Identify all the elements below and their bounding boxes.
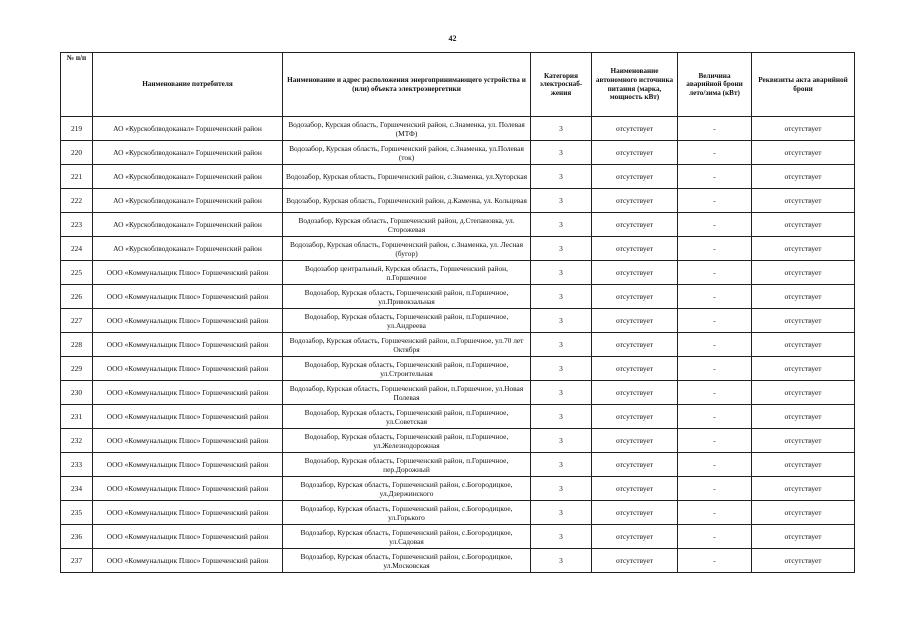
cell-source: отсутствует <box>592 213 678 237</box>
cell-consumer: ООО «Коммунальщик Плюс» Горшеченский район <box>93 549 283 573</box>
cell-consumer: АО «Курскоблводоканал» Горшеченский район <box>93 165 283 189</box>
cell-category: 3 <box>531 525 592 549</box>
cell-category: 3 <box>531 381 592 405</box>
cell-source: отсутствует <box>592 429 678 453</box>
cell-address: Водозабор, Курская область, Горшеченский район, п.Горшечное, ул.Железнодорожная <box>283 429 531 453</box>
cell-reserve: - <box>678 525 752 549</box>
table-row <box>61 477 855 501</box>
table-row <box>61 453 855 477</box>
cell-consumer: ООО «Коммунальщик Плюс» Горшеченский район <box>93 309 283 333</box>
cell-reserve: - <box>678 429 752 453</box>
cell-address: Водозабор, Курская область, Горшеченский район, п.Горшечное, ул.Привокзальная <box>283 285 531 309</box>
cell-act: отсутствует <box>752 285 855 309</box>
cell-source: отсутствует <box>592 357 678 381</box>
cell-source: отсутствует <box>592 237 678 261</box>
cell-category: 3 <box>531 501 592 525</box>
cell-act: отсутствует <box>752 141 855 165</box>
cell-num: 230 <box>61 381 93 405</box>
cell-address: Водозабор, Курская область, Горшеченский район, с.Богородицкое, ул.Московская <box>283 549 531 573</box>
cell-act: отсутствует <box>752 357 855 381</box>
cell-address: Водозабор, Курская область, Горшеченский район, д.Каменка, ул. Кольцевая <box>283 189 531 213</box>
cell-act: отсутствует <box>752 525 855 549</box>
header-consumer: Наименование потребителя <box>93 53 283 117</box>
table-row <box>61 189 855 213</box>
cell-reserve: - <box>678 333 752 357</box>
cell-reserve: - <box>678 501 752 525</box>
cell-act: отсутствует <box>752 165 855 189</box>
header-reserve: Величина аварийной брони лето/зима (кВт) <box>678 53 752 117</box>
table-row <box>61 261 855 285</box>
cell-category: 3 <box>531 333 592 357</box>
cell-num: 228 <box>61 333 93 357</box>
cell-act: отсутствует <box>752 309 855 333</box>
cell-category: 3 <box>531 213 592 237</box>
table-row <box>61 333 855 357</box>
cell-num: 234 <box>61 477 93 501</box>
header-category: Категория электроснаб-жения <box>531 53 592 117</box>
header-act: Реквизиты акта аварийной брони <box>752 53 855 117</box>
cell-reserve: - <box>678 549 752 573</box>
cell-num: 222 <box>61 189 93 213</box>
cell-category: 3 <box>531 357 592 381</box>
cell-consumer: ООО «Коммунальщик Плюс» Горшеченский район <box>93 285 283 309</box>
cell-consumer: ООО «Коммунальщик Плюс» Горшеченский район <box>93 405 283 429</box>
cell-reserve: - <box>678 285 752 309</box>
cell-source: отсутствует <box>592 141 678 165</box>
cell-category: 3 <box>531 165 592 189</box>
cell-act: отсутствует <box>752 453 855 477</box>
cell-num: 223 <box>61 213 93 237</box>
cell-consumer: ООО «Коммунальщик Плюс» Горшеченский район <box>93 429 283 453</box>
table-row <box>61 141 855 165</box>
cell-address: Водозабор, Курская область, Горшеченский район, п.Горшечное, пер.Дорожный <box>283 453 531 477</box>
cell-source: отсутствует <box>592 261 678 285</box>
cell-num: 236 <box>61 525 93 549</box>
cell-reserve: - <box>678 213 752 237</box>
cell-num: 226 <box>61 285 93 309</box>
table-row <box>61 381 855 405</box>
cell-source: отсутствует <box>592 333 678 357</box>
cell-act: отсутствует <box>752 405 855 429</box>
table-row <box>61 405 855 429</box>
table-row <box>61 357 855 381</box>
cell-num: 237 <box>61 549 93 573</box>
cell-consumer: АО «Курскоблводоканал» Горшеченский район <box>93 189 283 213</box>
cell-consumer: ООО «Коммунальщик Плюс» Горшеченский район <box>93 333 283 357</box>
cell-address: Водозабор, Курская область, Горшеченский район, п.Горшечное, ул.Строительная <box>283 357 531 381</box>
cell-num: 220 <box>61 141 93 165</box>
cell-category: 3 <box>531 405 592 429</box>
cell-act: отсутствует <box>752 189 855 213</box>
cell-act: отсутствует <box>752 549 855 573</box>
cell-act: отсутствует <box>752 261 855 285</box>
cell-consumer: ООО «Коммунальщик Плюс» Горшеченский район <box>93 381 283 405</box>
cell-source: отсутствует <box>592 189 678 213</box>
cell-num: 224 <box>61 237 93 261</box>
cell-num: 227 <box>61 309 93 333</box>
cell-address: Водозабор, Курская область, Горшеченский район, с.Богородицкое, ул.Дзержинского <box>283 477 531 501</box>
cell-reserve: - <box>678 141 752 165</box>
cell-consumer: ООО «Коммунальщик Плюс» Горшеченский район <box>93 453 283 477</box>
cell-category: 3 <box>531 309 592 333</box>
cell-reserve: - <box>678 261 752 285</box>
cell-category: 3 <box>531 141 592 165</box>
cell-source: отсутствует <box>592 309 678 333</box>
cell-reserve: - <box>678 165 752 189</box>
cell-consumer: ООО «Коммунальщик Плюс» Горшеченский район <box>93 525 283 549</box>
cell-reserve: - <box>678 453 752 477</box>
cell-num: 221 <box>61 165 93 189</box>
cell-category: 3 <box>531 261 592 285</box>
cell-address: Водозабор, Курская область, Горшеченский район, с.Богородицкое, ул.Садовая <box>283 525 531 549</box>
page-number: 42 <box>448 34 457 43</box>
cell-category: 3 <box>531 237 592 261</box>
cell-reserve: - <box>678 117 752 141</box>
cell-num: 219 <box>61 117 93 141</box>
table-body <box>61 117 855 573</box>
cell-source: отсутствует <box>592 285 678 309</box>
cell-category: 3 <box>531 429 592 453</box>
table-row <box>61 309 855 333</box>
cell-num: 233 <box>61 453 93 477</box>
table-row <box>61 525 855 549</box>
cell-act: отсутствует <box>752 237 855 261</box>
cell-category: 3 <box>531 285 592 309</box>
cell-address: Водозабор, Курская область, Горшеченский район, с.Знаменка, ул. Лесная (бугор) <box>283 237 531 261</box>
cell-consumer: ООО «Коммунальщик Плюс» Горшеченский район <box>93 357 283 381</box>
power-consumers-table <box>60 52 855 573</box>
cell-reserve: - <box>678 189 752 213</box>
table-row <box>61 237 855 261</box>
table-header-row <box>61 53 855 117</box>
cell-act: отсутствует <box>752 477 855 501</box>
cell-act: отсутствует <box>752 381 855 405</box>
table-row <box>61 501 855 525</box>
cell-reserve: - <box>678 357 752 381</box>
cell-consumer: ООО «Коммунальщик Плюс» Горшеченский район <box>93 477 283 501</box>
cell-address: Водозабор, Курская область, Горшеченский район, с.Знаменка, ул.Хуторская <box>283 165 531 189</box>
table-row <box>61 117 855 141</box>
cell-reserve: - <box>678 477 752 501</box>
cell-source: отсутствует <box>592 453 678 477</box>
cell-address: Водозабор центральный, Курская область, Горшеченский район, п.Горшечное <box>283 261 531 285</box>
cell-address: Водозабор, Курская область, Горшеченский район, п.Горшечное, ул.70 лет Октября <box>283 333 531 357</box>
cell-source: отсутствует <box>592 549 678 573</box>
cell-reserve: - <box>678 405 752 429</box>
cell-act: отсутствует <box>752 429 855 453</box>
cell-consumer: ООО «Коммунальщик Плюс» Горшеченский район <box>93 261 283 285</box>
cell-category: 3 <box>531 189 592 213</box>
cell-address: Водозабор, Курская область, Горшеченский район, с.Знаменка, ул. Полевая (МТФ) <box>283 117 531 141</box>
header-address: Наименование и адрес расположения энергопринимающего устройства и (или) объекта электроэнергетики <box>283 53 531 117</box>
cell-address: Водозабор, Курская область, Горшеченский район, п.Горшечное, ул.Новая Полевая <box>283 381 531 405</box>
header-source: Наименование автономного источника питания (марка, мощность кВт) <box>592 53 678 117</box>
table-row <box>61 165 855 189</box>
cell-address: Водозабор, Курская область, Горшеченский район, п.Горшечное, ул.Советская <box>283 405 531 429</box>
cell-category: 3 <box>531 477 592 501</box>
cell-num: 225 <box>61 261 93 285</box>
table-row <box>61 213 855 237</box>
cell-source: отсутствует <box>592 381 678 405</box>
cell-source: отсутствует <box>592 117 678 141</box>
cell-consumer: АО «Курскоблводоканал» Горшеченский район <box>93 213 283 237</box>
cell-num: 232 <box>61 429 93 453</box>
cell-source: отсутствует <box>592 165 678 189</box>
table-row <box>61 549 855 573</box>
cell-source: отсутствует <box>592 477 678 501</box>
cell-num: 235 <box>61 501 93 525</box>
cell-consumer: АО «Курскоблводоканал» Горшеченский район <box>93 237 283 261</box>
cell-category: 3 <box>531 453 592 477</box>
cell-address: Водозабор, Курская область, Горшеченский район, д.Степановка, ул. Сторожевая <box>283 213 531 237</box>
header-num: № п/п <box>61 53 93 117</box>
cell-source: отсутствует <box>592 525 678 549</box>
cell-act: отсутствует <box>752 501 855 525</box>
table-row <box>61 429 855 453</box>
cell-consumer: ООО «Коммунальщик Плюс» Горшеченский район <box>93 501 283 525</box>
cell-reserve: - <box>678 309 752 333</box>
cell-act: отсутствует <box>752 213 855 237</box>
cell-act: отсутствует <box>752 333 855 357</box>
cell-consumer: АО «Курскоблводоканал» Горшеченский район <box>93 141 283 165</box>
cell-num: 231 <box>61 405 93 429</box>
cell-source: отсутствует <box>592 501 678 525</box>
cell-reserve: - <box>678 381 752 405</box>
cell-reserve: - <box>678 237 752 261</box>
cell-source: отсутствует <box>592 405 678 429</box>
cell-category: 3 <box>531 117 592 141</box>
cell-consumer: АО «Курскоблводоканал» Горшеченский район <box>93 117 283 141</box>
cell-category: 3 <box>531 549 592 573</box>
cell-address: Водозабор, Курская область, Горшеченский район, п.Горшечное, ул.Андреева <box>283 309 531 333</box>
cell-act: отсутствует <box>752 117 855 141</box>
table-row <box>61 285 855 309</box>
cell-address: Водозабор, Курская область, Горшеченский район, с.Знаменка, ул.Полевая (ток) <box>283 141 531 165</box>
cell-num: 229 <box>61 357 93 381</box>
cell-address: Водозабор, Курская область, Горшеченский район, с.Богородицкое, ул.Горького <box>283 501 531 525</box>
